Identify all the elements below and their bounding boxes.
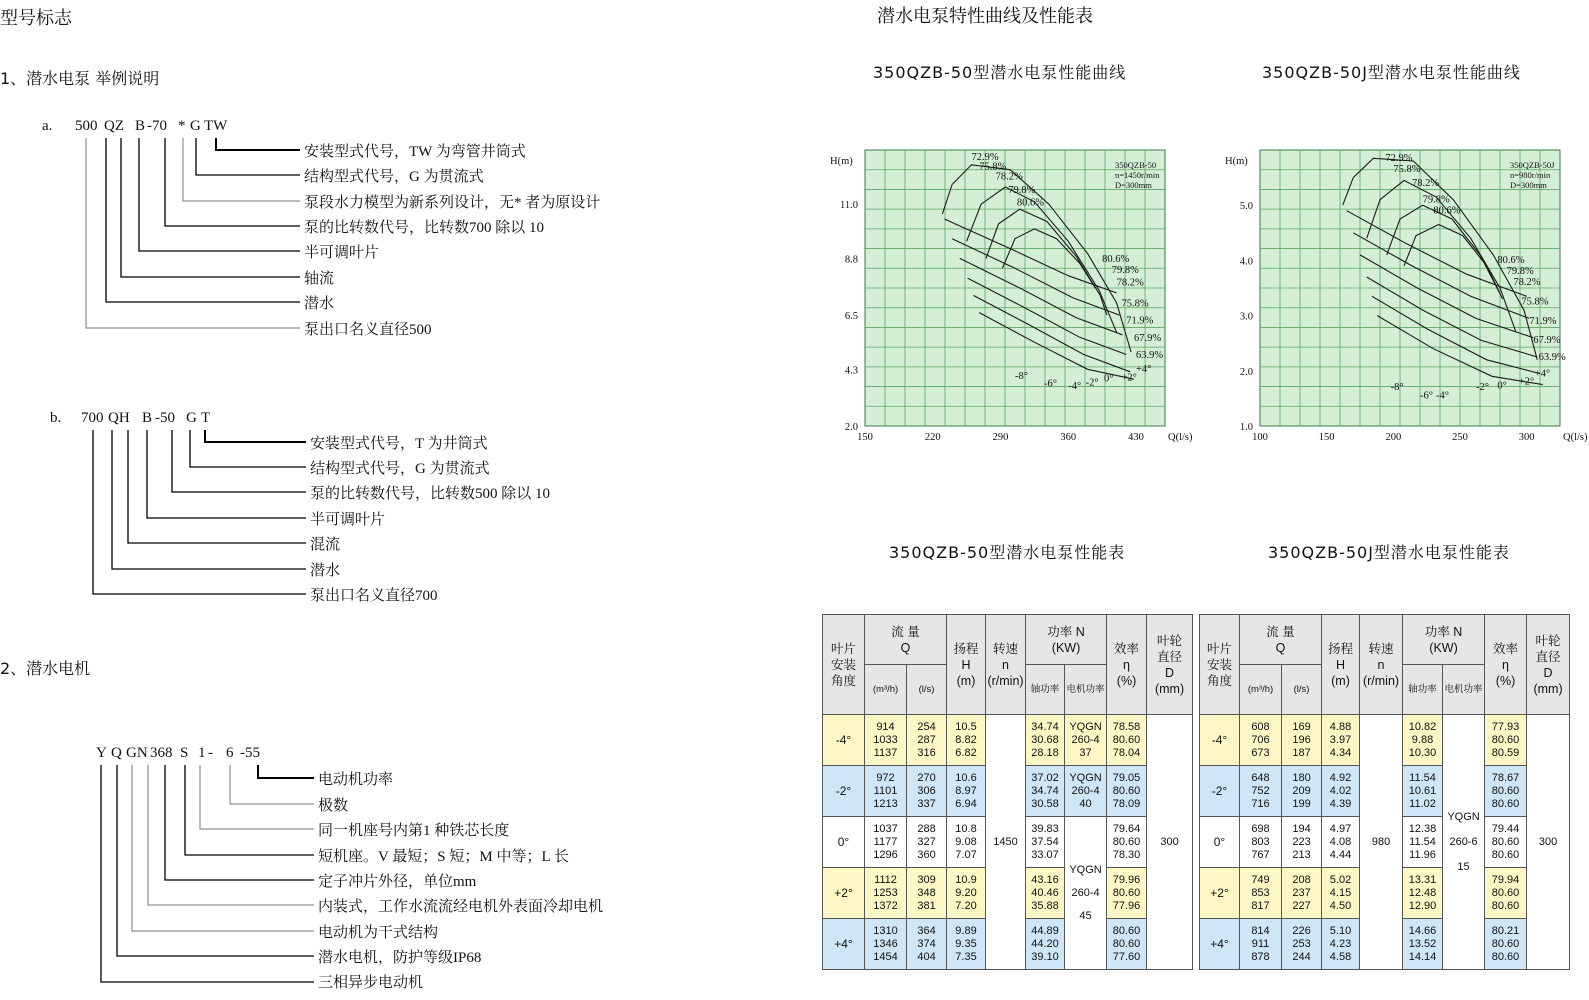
chart2-title: 350QZB-50J型潜水电泵性能曲线	[1262, 63, 1521, 82]
desc-item: 电动机为干式结构	[318, 925, 439, 941]
desc-item: 泵出口名义直径500	[304, 322, 432, 338]
leader-line	[139, 138, 300, 251]
leader-line	[205, 430, 306, 442]
efficiency-label: 75.8%	[979, 161, 1007, 173]
dia-cell: 300	[1147, 715, 1193, 970]
desc-item: 泵的比转数代号，比转数500 除以 10	[310, 486, 551, 502]
th-speed: 转速 n (r/min)	[1360, 615, 1403, 715]
leader-line	[230, 765, 314, 804]
efficiency-label: 79.8%	[1111, 265, 1139, 277]
desc-item: 泵的比转数代号，比转数700 除以 10	[304, 220, 545, 236]
efficiency-label: 67.9%	[1134, 332, 1162, 344]
code-part: S	[180, 745, 189, 761]
th-flow: 流 量 Q	[865, 615, 947, 665]
efficiency-label: 78.2%	[1116, 277, 1144, 289]
x-tick-label: 220	[924, 432, 941, 443]
th-eff: 效率 η (%)	[1485, 615, 1527, 715]
efficiency-label: 75.8%	[1521, 296, 1549, 308]
desc-item: 定子冲片外径，单位mm	[318, 874, 477, 890]
blade-angle-label: -2°	[1085, 377, 1099, 389]
code-part: G	[186, 410, 197, 426]
blade-angle-label: -4°	[1436, 390, 1449, 402]
right-section-title: 潜水电泵特性曲线及性能表	[877, 6, 1093, 27]
blade-angle-label: +2°	[1121, 372, 1137, 384]
desc-item: 三相异步电动机	[318, 975, 424, 991]
table-row: 0° 1037 1177 1296 288 327 360 10.8 9.08 7.07 39.83 37.54 33.07 YQGN 260-4 45 79.64 80.60 78.30	[823, 817, 1193, 868]
x-tick-label: 150	[857, 432, 873, 443]
leader-line	[86, 138, 300, 328]
desc-item: 安装型式代号，T 为井筒式	[310, 436, 488, 452]
table2-title: 350QZB-50J型潜水电泵性能表	[1268, 543, 1510, 562]
leader-lines	[0, 0, 700, 1000]
desc-item: 结构型式代号，G 为贯流式	[310, 461, 490, 477]
table-row: -4° 608 706 673 169 196 187 4.88 3.97 4.34 980 10.82 9.88 10.30 YQGN 260-6 15 77.93 80.60 80.59 300	[1200, 715, 1570, 766]
y-tick-label: 11.0	[840, 200, 858, 212]
x-tick-label: 360	[1060, 432, 1077, 443]
blade-angle-label: -8°	[1015, 371, 1028, 383]
y-axis-label: H(m)	[1225, 156, 1248, 167]
chart-info-text: 350QZB-50	[1115, 160, 1157, 170]
efficiency-label: 79.8%	[1422, 194, 1450, 206]
speed-cell: 980	[1360, 715, 1403, 970]
y-tick-label: 3.0	[1239, 311, 1253, 323]
leader-line	[148, 765, 314, 905]
code-part: T	[201, 410, 211, 426]
blade-angle-label: -6°	[1044, 378, 1057, 390]
example-a-label: a.	[42, 118, 53, 134]
leader-line	[165, 765, 314, 880]
x-axis-label: Q(l/s)	[1563, 432, 1588, 443]
th-angle: 叶片 安装 角度	[823, 615, 865, 715]
efficiency-label: 78.2%	[1513, 277, 1541, 289]
code-part: 6	[226, 745, 234, 761]
leader-line	[132, 765, 314, 931]
th-power: 功率 N (KW)	[1026, 615, 1107, 665]
y-tick-label: 8.8	[844, 254, 858, 266]
leader-line	[216, 138, 300, 150]
desc-item: 半可调叶片	[310, 512, 386, 528]
efficiency-label: 67.9%	[1533, 335, 1561, 347]
efficiency-label: 78.2%	[1412, 177, 1440, 189]
desc-item: 安装型式代号，TW 为弯管井筒式	[304, 144, 526, 160]
code-part: B	[142, 410, 153, 426]
th-m3h: (m³/h)	[1240, 665, 1282, 715]
leader-line	[101, 765, 314, 982]
leader-line	[147, 430, 306, 518]
y-tick-label: 2.0	[844, 422, 858, 433]
efficiency-label: 63.9%	[1538, 351, 1566, 363]
th-motor: 电机功率	[1443, 665, 1485, 715]
code-part: 1	[198, 745, 206, 761]
th-eff: 效率 η (%)	[1107, 615, 1147, 715]
th-ls: (l/s)	[1282, 665, 1322, 715]
table-row: +2° 1112 1253 1372 309 348 381 10.9 9.20 7.20 43.16 40.46 35.88 79.96 80.60 77.96	[823, 868, 1193, 919]
x-axis-label: Q(l/s)	[1168, 432, 1193, 443]
efficiency-label: 75.8%	[1121, 298, 1149, 310]
leader-line	[172, 430, 306, 492]
blade-angle-label: -6°	[1420, 390, 1433, 402]
leader-line	[258, 765, 314, 778]
blade-angle-label: -4°	[1068, 381, 1082, 393]
x-tick-label: 250	[1452, 432, 1468, 443]
x-tick-label: 290	[992, 432, 1009, 443]
code-part: QH	[108, 410, 130, 426]
motor-cell: YQGN 260-6 15	[1443, 715, 1485, 970]
motor-cell: YQGN 260-4 45	[1065, 817, 1107, 970]
efficiency-label: 80.6%	[1016, 197, 1045, 209]
blade-angle-label: -8°	[1390, 382, 1404, 394]
x-tick-label: 300	[1518, 432, 1535, 443]
blade-angle-label: 0°	[1497, 380, 1507, 392]
section-title: 型号标志	[0, 8, 72, 29]
leader-line	[128, 430, 306, 543]
th-angle: 叶片 安装 角度	[1200, 615, 1240, 715]
chart-info-text: D=300mm	[1510, 180, 1547, 190]
efficiency-label: 63.9%	[1135, 350, 1164, 362]
th-ls: (l/s)	[907, 665, 947, 715]
leader-line	[190, 430, 306, 467]
th-motor: 电机功率	[1065, 665, 1107, 715]
efficiency-label: 72.9%	[1385, 153, 1413, 165]
desc-item: 同一机座号内第1 种铁芯长度	[318, 823, 510, 839]
section2-heading: 2、潜水电机	[0, 659, 91, 678]
th-dia: 叶轮 直径 D (mm)	[1527, 615, 1570, 715]
th-power: 功率 N (KW)	[1403, 615, 1485, 665]
desc-item: 混流	[310, 537, 341, 553]
blade-angle-label: +4°	[1135, 363, 1152, 375]
perf-table-350qzb-50j	[1199, 614, 1570, 970]
leader-line	[112, 430, 306, 569]
y-tick-label: 6.5	[844, 311, 858, 323]
leader-line	[165, 138, 300, 226]
leader-line	[121, 138, 300, 277]
speed-cell: 1450	[986, 715, 1026, 970]
blade-angle-label: -2°	[1476, 382, 1489, 394]
x-tick-label: 100	[1252, 432, 1268, 443]
th-shaft: 轴功率	[1403, 665, 1443, 715]
th-dia: 叶轮 直径 D (mm)	[1147, 615, 1193, 715]
th-m3h: (m³/h)	[865, 665, 907, 715]
table1-title: 350QZB-50型潜水电泵性能表	[889, 543, 1126, 562]
code-part: B	[135, 118, 146, 134]
leader-line	[117, 765, 314, 956]
efficiency-label: 71.9%	[1126, 315, 1154, 327]
efficiency-label: 80.6%	[1433, 205, 1461, 217]
leader-line	[196, 138, 300, 175]
desc-item: 潜水电机，防护等级IP68	[318, 950, 482, 966]
y-tick-label: 4.3	[844, 365, 858, 377]
table-row: -2° 648 752 716 180 209 199 4.92 4.02 4.39 11.54 10.61 11.02 78.67 80.60 80.60	[1200, 766, 1570, 817]
chart-info-text: D=300mm	[1115, 180, 1152, 190]
section1-heading: 1、潜水电泵 举例说明	[0, 69, 160, 88]
blade-angle-label: +2°	[1518, 376, 1535, 388]
chart-350qzb-50	[820, 140, 1193, 458]
th-flow: 流 量 Q	[1240, 615, 1322, 665]
desc-item: 潜水	[310, 563, 341, 579]
example-b-label: b.	[50, 410, 62, 426]
dia-cell: 300	[1527, 715, 1570, 970]
th-head: 扬程 H (m)	[947, 615, 986, 715]
chart-info-text: n=980r/min	[1510, 170, 1551, 180]
efficiency-label: 79.8%	[1008, 185, 1036, 197]
y-tick-label: 5.0	[1239, 201, 1253, 213]
desc-item: 结构型式代号，G 为贯流式	[304, 169, 484, 185]
th-speed: 转速 n (r/min)	[986, 615, 1026, 715]
code-part: -50	[155, 410, 175, 426]
desc-item: 极数	[318, 798, 349, 814]
code-part: Q	[111, 745, 122, 761]
code-part: G	[190, 118, 201, 134]
code-part: -	[208, 745, 213, 761]
chart-info-text: 350QZB-50J	[1510, 160, 1555, 170]
desc-item: 潜水	[304, 296, 335, 312]
efficiency-label: 72.9%	[971, 151, 999, 163]
leader-line	[183, 138, 300, 201]
chart1-title: 350QZB-50型潜水电泵性能曲线	[873, 63, 1127, 82]
chart-350qzb-50j	[1215, 140, 1589, 458]
th-shaft: 轴功率	[1026, 665, 1065, 715]
efficiency-label: 78.2%	[995, 171, 1023, 183]
code-part: TW	[204, 118, 228, 134]
code-part: -70	[147, 118, 167, 134]
table-row: -4° 914 1033 1137 254 287 316 10.5 8.82 6.82 1450 34.74 30.68 28.18 YQGN 260-4 37 78.58 80.60 78.04 300	[823, 715, 1193, 766]
table-row: +4° 814 911 878 226 253 244 5.10 4.23 4.58 14.66 13.52 14.14 80.21 80.60 80.60	[1200, 919, 1570, 970]
code-part: GN	[126, 745, 148, 761]
x-tick-label: 430	[1128, 432, 1144, 443]
efficiency-label: 75.8%	[1393, 164, 1421, 176]
blade-angle-label: 0°	[1104, 373, 1114, 385]
code-part: 500	[75, 118, 98, 134]
code-part: 700	[81, 410, 104, 426]
table-row: 0° 698 803 767 194 223 213 4.97 4.08 4.44 12.38 11.54 11.96 79.44 80.60 80.60	[1200, 817, 1570, 868]
desc-item: 泵段水力模型为新系列设计，无* 者为原设计	[304, 195, 601, 211]
desc-item: 轴流	[304, 271, 335, 287]
x-tick-label: 150	[1318, 432, 1335, 443]
desc-item: 短机座。V 最短；S 短；M 中等；L 长	[318, 849, 569, 865]
efficiency-label: 79.8%	[1506, 266, 1534, 278]
th-head: 扬程 H (m)	[1322, 615, 1360, 715]
y-tick-label: 2.0	[1239, 366, 1253, 378]
y-axis-label: H(m)	[830, 156, 853, 167]
table-row: -2° 972 1101 1213 270 306 337 10.6 8.97 6.94 37.02 34.74 30.58 YQGN 260-4 40 79.05 80.60 78.09	[823, 766, 1193, 817]
efficiency-label: 80.6%	[1497, 255, 1525, 267]
code-part: 368	[150, 745, 173, 761]
y-tick-label: 4.0	[1239, 256, 1253, 268]
desc-item: 内装式，工作水流流经电机外表面冷却电机	[318, 899, 604, 915]
code-part: *	[178, 118, 186, 134]
chart-info-text: n=1450r/min	[1115, 170, 1160, 180]
efficiency-label: 71.9%	[1529, 315, 1557, 327]
code-part: QZ	[104, 118, 124, 134]
desc-item: 泵出口名义直径700	[310, 588, 438, 604]
code-part: -55	[240, 745, 260, 761]
table-row: +4° 1310 1346 1454 364 374 404 9.89 9.35 7.35 44.89 44.20 39.10 80.60 80.60 77.60	[823, 919, 1193, 970]
desc-item: 半可调叶片	[304, 245, 380, 261]
blade-angle-label: +4°	[1534, 368, 1551, 380]
desc-item: 电动机功率	[318, 772, 394, 788]
x-tick-label: 200	[1385, 432, 1402, 443]
perf-table-350qzb-50	[822, 614, 1193, 970]
efficiency-label: 80.6%	[1102, 254, 1130, 266]
y-tick-label: 1.0	[1239, 422, 1253, 433]
code-part: Y	[96, 745, 107, 761]
table-row: +2° 749 853 817 208 237 227 5.02 4.15 4.50 13.31 12.48 12.90 79.94 80.60 80.60	[1200, 868, 1570, 919]
angle-cell: -4°	[823, 715, 865, 766]
